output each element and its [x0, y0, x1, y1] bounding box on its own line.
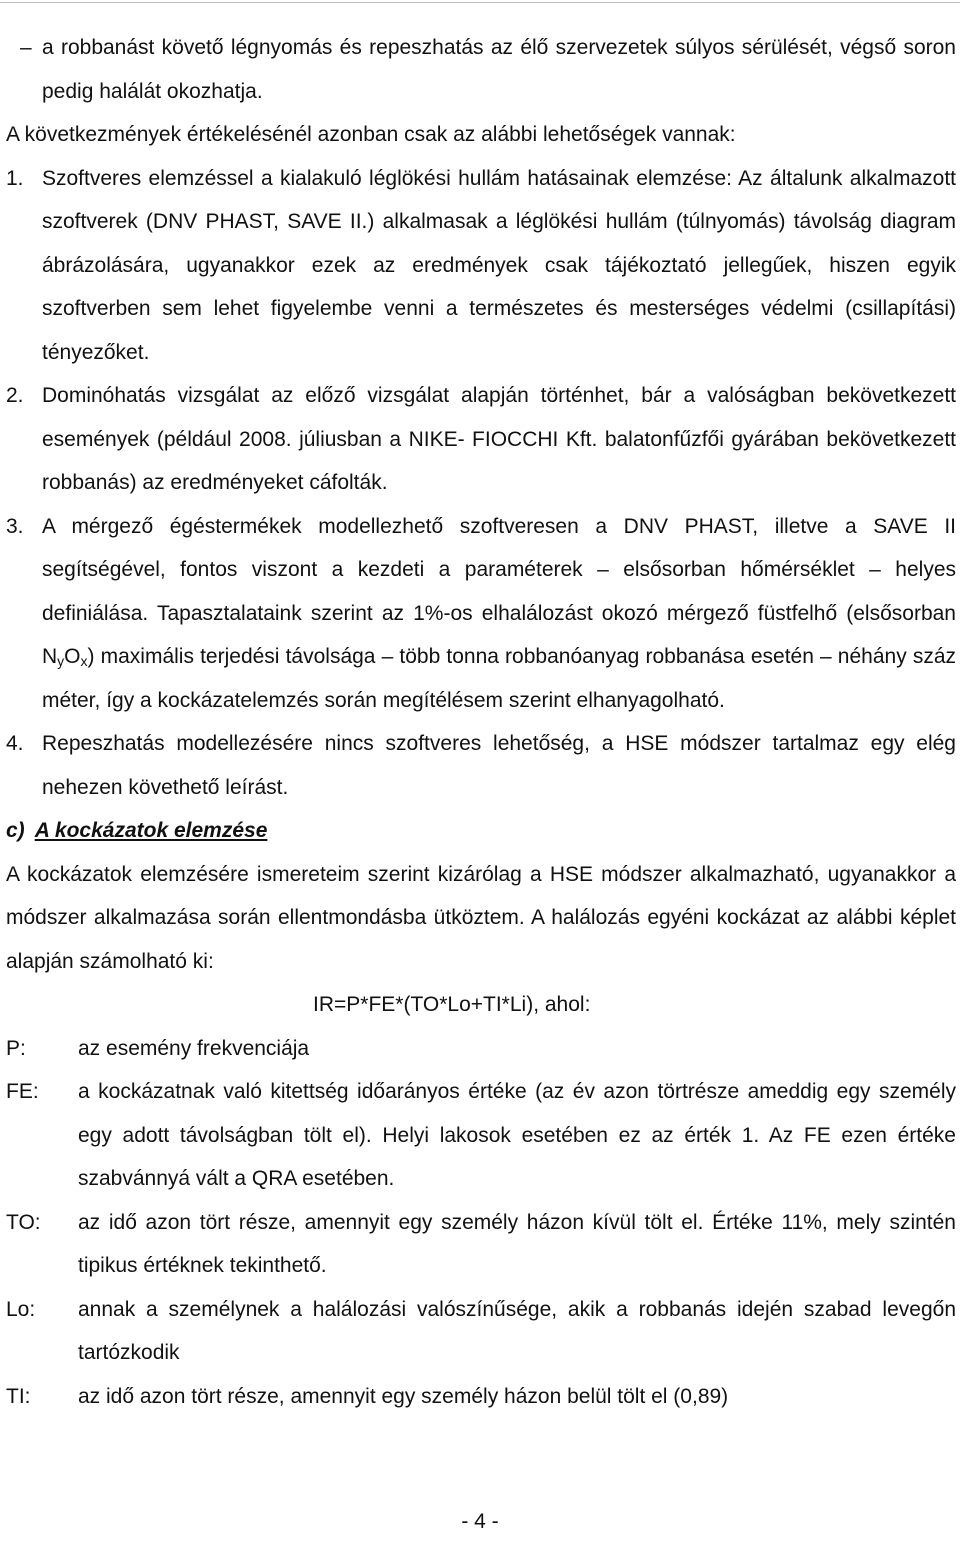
list-item-1	[6, 157, 956, 375]
definition-term: Lo:	[6, 1297, 36, 1321]
definition-text: az esemény frekvenciája	[78, 1036, 310, 1060]
definition-item	[6, 1375, 956, 1419]
formula: IR=P*FE*(TO*Lo+TI*Li), ahol:	[313, 993, 591, 1016]
definition-item	[6, 1288, 956, 1375]
dash-list-item	[6, 26, 956, 113]
list-item-text: Repeszhatás modellezésére nincs szoftveres lehetőség, a HSE módszer tartalmaz egy elég nehezen követhető leírást.	[42, 732, 956, 799]
definition-item	[6, 1201, 956, 1288]
list-number: 3.	[6, 514, 24, 538]
definition-text: annak a személynek a halálozási valószínűsége, akik a robbanás idején szabad levegőn tartózkodik	[78, 1297, 956, 1364]
section-heading	[6, 809, 956, 853]
section-label: c)	[6, 819, 25, 842]
definition-term: P:	[6, 1036, 26, 1060]
definition-text: a kockázatnak való kitettség időarányos értéke (az év azon törtrésze ameddig egy személy egy adott távolságban tölt el). Helyi lakosok esetében ez az érték 1. Az FE ezen értéke szabvánnyá vált a QRA esetében.	[78, 1080, 956, 1190]
section-paragraph: A kockázatok elemzésére ismereteim szerint kizárólag a HSE módszer alkalmazható, ugyanakkor a módszer alkalmazása során ellentmondásba ütköztem. A halálozás egyéni kockázat az alábbi képlet alapján számolható ki:	[6, 862, 956, 973]
list-item-3	[6, 505, 956, 723]
definition-text: az idő azon tört része, amennyit egy személy házon belül tölt el (0,89)	[78, 1384, 729, 1408]
list-item-text: Szoftveres elemzéssel a kialakuló léglökési hullám hatásainak elemzése: Az általunk alkalmazott szoftverek (DNV PHAST, SAVE II.) alkalmasak a léglökési hullám (túlnyomás) távolság diagram ábrázolására, ugyanakkor ezek az eredmények csak tájékoztató jellegűek, hiszen egyik szoftverben sem lehet figyelembe venni a természetes és mesterséges védelmi (csillapítási) tényezőket.	[42, 166, 956, 364]
definition-item	[6, 1027, 956, 1071]
definition-text: az idő azon tört része, amennyit egy személy házon kívül tölt el. Értéke 11%, mely szintén tipikus értéknek tekinthető.	[78, 1210, 956, 1277]
document-body	[6, 26, 956, 1418]
list-item-2	[6, 374, 956, 505]
subscript-x: x	[80, 653, 88, 669]
list-number: 4.	[6, 732, 24, 755]
list-item-text: Dominóhatás vizsgálat az előző vizsgálat alapján történhet, bár a valóságban bekövetkezett események (például 2008. júliusban a NIKE- FIOCCHI Kft. balatonfűzfői gyárában bekövetkezett robbanás) az eredményeket cáfolták.	[42, 384, 956, 494]
definition-item	[6, 1070, 956, 1201]
section-title: A kockázatok elemzése	[34, 819, 268, 842]
intro-line: A következmények értékelésénél azonban csak az alábbi lehetőségek vannak:	[6, 123, 736, 146]
list-item-text-a: A mérgező égéstermékek modellezhető szoftveresen a DNV PHAST, illetve a SAVE II segítségével, fontos viszont a kezdeti a paraméterek – elsősorban hőmérséklet – helyes definiálása. Tapasztalataink szerint az 1%-os elhalálozást okozó mérgező füstfelhő (elsősorban N	[42, 514, 956, 668]
list-item-text-mid: O	[64, 645, 81, 668]
list-item-4	[6, 722, 956, 809]
definition-term: TO:	[6, 1210, 41, 1234]
definition-term: FE:	[6, 1080, 39, 1103]
dash-item-text: a robbanást követő légnyomás és repeszhatás az élő szervezetek súlyos sérülését, végső soron pedig halálát okozhatja.	[42, 36, 956, 103]
definition-term: TI:	[6, 1384, 31, 1408]
dash-marker: –	[20, 36, 32, 59]
top-rule	[0, 2, 960, 3]
subscript-y: y	[57, 653, 65, 669]
page-number: - 4 -	[461, 1510, 499, 1533]
definition-list	[6, 1027, 956, 1419]
list-item-text-b: ) maximális terjedési távolsága – több tonna robbanóanyag robbanása esetén – néhány száz méter, így a kockázatelemzés során megítélésem szerint elhanyagolható.	[42, 645, 956, 712]
list-number: 2.	[6, 384, 24, 407]
list-number: 1.	[6, 166, 24, 190]
